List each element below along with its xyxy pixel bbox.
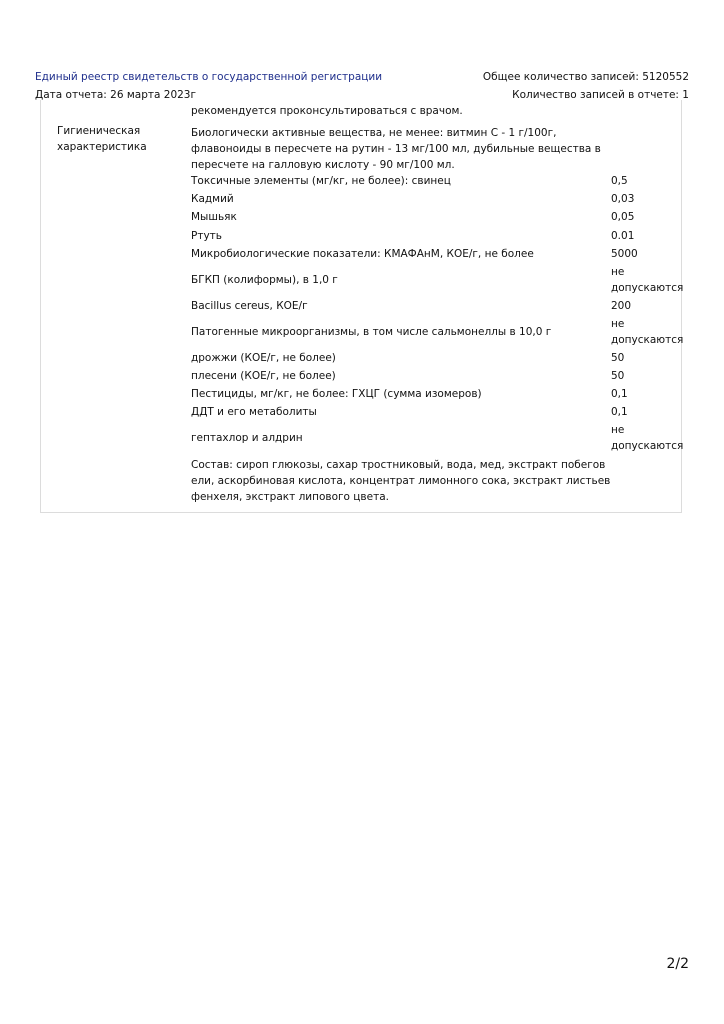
header-title: Единый реестр свидетельств о государственной регистрации (35, 71, 383, 83)
row-name: Патогенные микроорганизмы, в том числе сальмонеллы в 10,0 г (191, 326, 552, 338)
bioactive-substances: Биологически активные вещества, не менее: витмин С - 1 г/100г, флавоноиды в пересчете на рутин - 13 мг/100 мл, дубильные вещества в пересчете на галловую кислоту - 90 мг/100 мл. (191, 127, 601, 171)
row-value: 5000 (611, 248, 638, 260)
row-value: 0,05 (611, 211, 635, 223)
row-name: Bacillus cereus, КОЕ/г (191, 300, 308, 312)
row-value: 0,1 (611, 388, 628, 400)
row-name: гептахлор и алдрин (191, 432, 303, 444)
row-value: не допускаются (611, 318, 684, 346)
row-name: дрожжи (КОЕ/г, не более) (191, 352, 336, 364)
table-row (0, 422, 724, 452)
row-value: 50 (611, 370, 625, 382)
table-row (0, 228, 724, 244)
row-value: 200 (611, 300, 632, 312)
table-row (0, 264, 724, 294)
row-name: Токсичные элементы (мг/кг, не более): свинец (191, 175, 451, 187)
row-value: не допускаются (611, 424, 684, 452)
continuation-text: рекомендуется проконсультироваться с врачом. (191, 105, 463, 117)
row-name: плесени (КОЕ/г, не более) (191, 370, 336, 382)
row-value: 50 (611, 352, 625, 364)
row-name: Мышьяк (191, 211, 237, 223)
row-name: Пестициды, мг/кг, не более: ГХЦГ (сумма изомеров) (191, 388, 482, 400)
table-row (0, 368, 724, 384)
header-records-in-report: Количество записей в отчете: 1 (512, 89, 689, 101)
composition-text: Состав: сироп глюкозы, сахар тростниковый, вода, мед, экстракт побегов ели, аскорбиновая кислота, концентрат лимонного сока, экстракт листьев фенхеля, экстракт липового цвета. (191, 459, 611, 503)
header-report-date: Дата отчета: 26 марта 2023г (35, 89, 197, 101)
row-name: ДДТ и его метаболиты (191, 406, 317, 418)
table-row (0, 191, 724, 207)
header-total-records: Общее количество записей: 5120552 (482, 71, 689, 83)
page-number: 2/2 (666, 956, 689, 972)
row-name: Микробиологические показатели: КМАФАнМ, КОЕ/г, не более (191, 248, 534, 260)
table-row (0, 316, 724, 346)
table-row (0, 246, 724, 262)
row-value: 0,03 (611, 193, 635, 205)
section-label: Гигиеническая характеристика (57, 125, 147, 153)
table-row (0, 404, 724, 420)
row-name: Кадмий (191, 193, 234, 205)
row-name: Ртуть (191, 230, 222, 242)
table-row (0, 209, 724, 225)
row-value: 0,1 (611, 406, 628, 418)
row-value: 0.01 (611, 230, 635, 242)
row-value: 0,5 (611, 175, 628, 187)
row-value: не допускаются (611, 266, 684, 294)
row-name: БГКП (колиформы), в 1,0 г (191, 274, 338, 286)
table-row (0, 298, 724, 314)
table-row (0, 350, 724, 366)
table-row (0, 173, 724, 189)
table-row (0, 386, 724, 402)
